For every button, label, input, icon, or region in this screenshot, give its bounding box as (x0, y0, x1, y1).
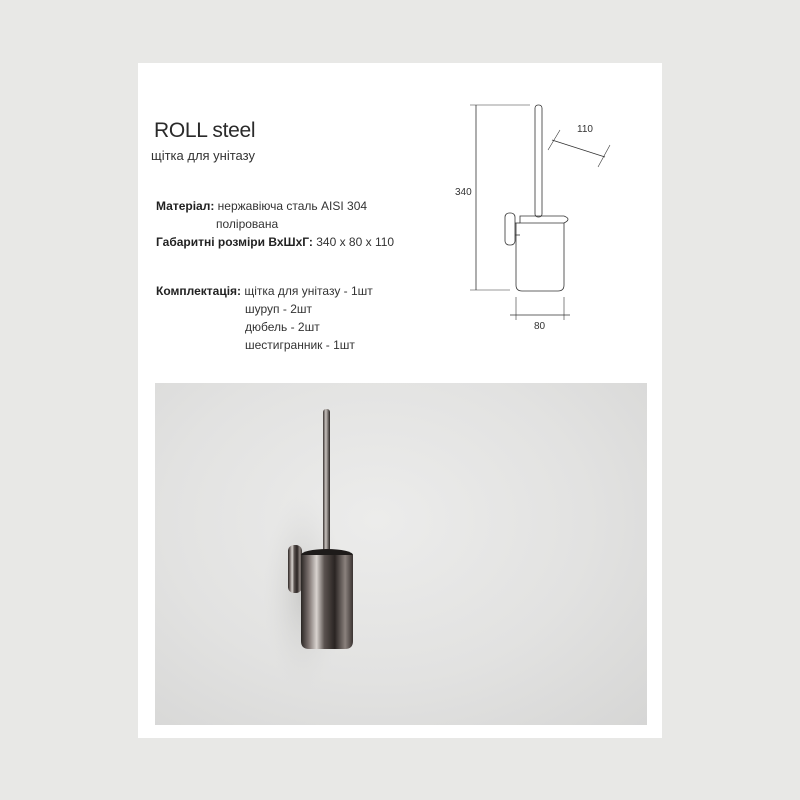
dimensions-label: Габаритні розміри ВхШхГ: (156, 235, 313, 249)
kit-row (156, 284, 373, 298)
product-title: ROLL steel (154, 119, 256, 142)
dimensions-value: 340 х 80 х 110 (316, 235, 395, 249)
material-label: Матеріал: (156, 199, 215, 213)
product-photo (155, 383, 647, 725)
material-value-line2: полірована (216, 217, 279, 231)
depth-label: 110 (577, 124, 593, 135)
wall-mount (505, 213, 515, 245)
holder-lid (520, 216, 568, 223)
technical-drawing (440, 95, 630, 335)
material-row (156, 199, 367, 213)
material-value: нержавіюча сталь AISI 304 (217, 199, 368, 213)
kit-item: шуруп - 2шт (245, 302, 312, 316)
kit-item: дюбель - 2шт (245, 320, 320, 334)
kit-item: шестигранник - 1шт (245, 338, 355, 352)
dimensions-row (156, 235, 394, 249)
depth-dimension-line (552, 140, 605, 157)
holder-cup (516, 223, 564, 291)
photo-holder-cup (301, 555, 353, 649)
brush-handle (535, 105, 542, 217)
kit-label: Комплектація: (156, 284, 242, 298)
photo-wall-mount (288, 545, 302, 593)
height-label: 340 (455, 187, 472, 198)
photo-brush-handle (323, 409, 330, 559)
width-label: 80 (534, 321, 546, 332)
kit-item: щітка для унітазу - 1шт (244, 284, 373, 298)
product-subtitle: щітка для унітазу (151, 148, 255, 163)
